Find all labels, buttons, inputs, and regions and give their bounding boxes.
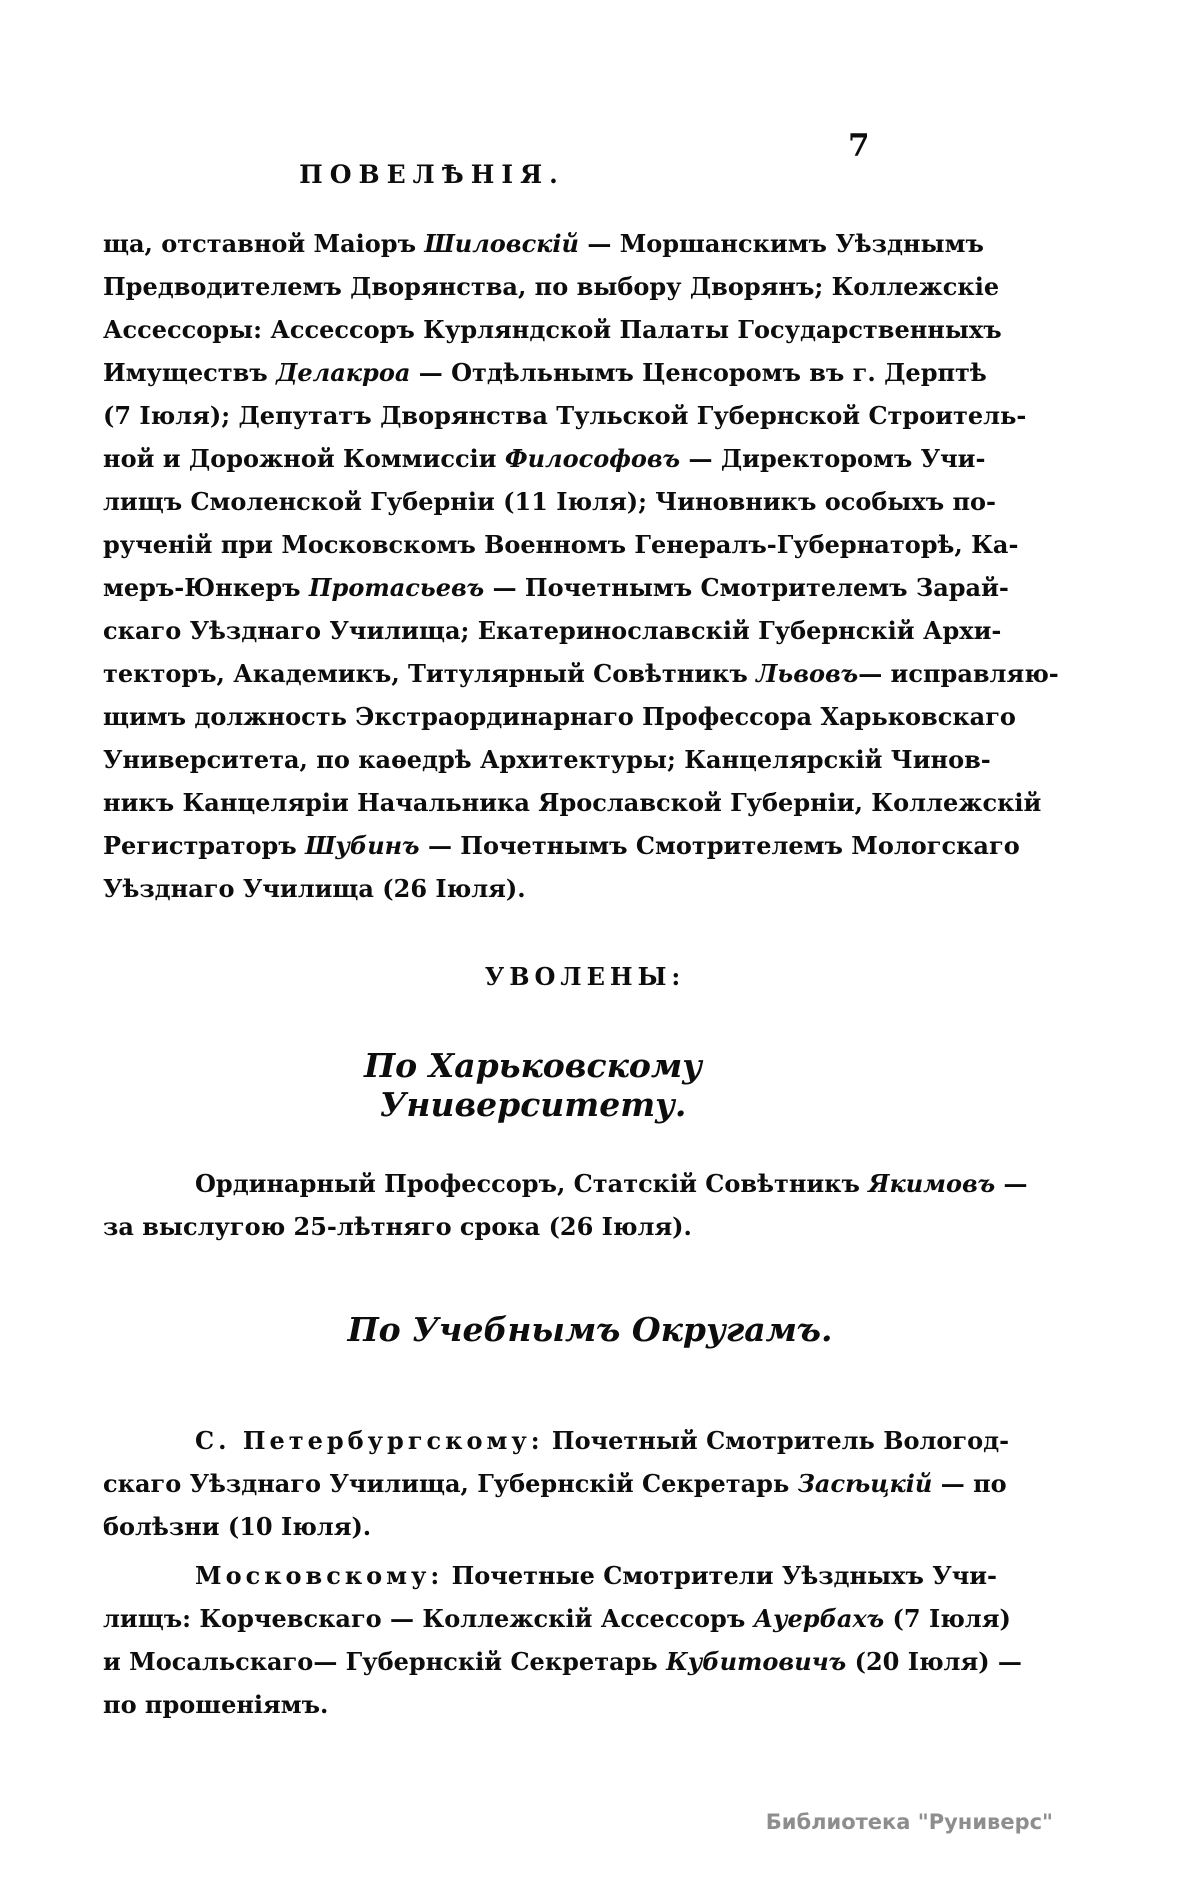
subsection-heading-school-districts: По Учебнымъ Округамъ.: [347, 1310, 833, 1349]
text-line: [103, 265, 1000, 308]
text-line: [103, 781, 1042, 824]
text-line: [103, 1554, 998, 1597]
text-segment: Уѣзднаго Училища (26 Іюля).: [103, 874, 526, 903]
text-line: [103, 437, 986, 480]
page-number: 7: [848, 128, 870, 164]
text-line: [103, 1462, 1007, 1505]
text-segment: за выслугою 25-лѣтняго срока (26 Іюля).: [103, 1212, 692, 1241]
text-segment: меръ-Юнкеръ: [103, 573, 309, 602]
person-name: Ауербахъ: [753, 1604, 885, 1633]
text-segment: Университета, по каѳедрѣ Архитектуры; Канцелярскій Чинов-: [103, 745, 991, 774]
text-line: [103, 1419, 1010, 1462]
text-segment: Ординарный Профессоръ, Статскій Совѣтникъ: [195, 1169, 869, 1198]
text-segment: текторъ, Академикъ, Титулярный Совѣтникъ: [103, 659, 757, 688]
text-line: [103, 1162, 1028, 1205]
text-segment: никъ Канцеляріи Начальника Ярославской Губерніи, Коллежскій: [103, 788, 1042, 817]
text-line: [103, 1640, 1022, 1683]
text-segment: — Почетнымъ Смотрителемъ Мологскаго: [419, 831, 1020, 860]
person-name: Протасьевъ: [308, 573, 485, 602]
paragraph-moscow-district: [103, 1554, 1022, 1726]
text-line: [103, 738, 991, 781]
text-segment: Ассессоры: Ассессоръ Курляндской Палаты Государственныхъ: [103, 315, 1002, 344]
text-segment: Почетные Смотрители Уѣздныхъ Учи-: [443, 1561, 998, 1590]
text-line: [103, 308, 1002, 351]
text-line: [103, 480, 997, 523]
text-segment: (7 Іюля); Депутатъ Дворянства Тульской Губернской Строитель-: [103, 401, 1027, 430]
subsection-heading-kharkov-university: По Харьковскому Университету.: [363, 1046, 703, 1124]
person-name: Кубитовичъ: [666, 1647, 847, 1676]
text-segment: ща, отставной Маіоръ: [103, 229, 425, 258]
text-line: [103, 867, 879, 910]
text-segment: скаго Уѣзднаго Училища, Губернскій Секретарь: [103, 1469, 798, 1498]
text-segment: ной и Дорожной Коммиссіи: [103, 444, 505, 473]
text-line: [103, 1505, 879, 1548]
text-segment: —: [995, 1169, 1028, 1198]
text-segment: лищъ Смоленской Губерніи (11 Іюля); Чиновникъ особыхъ по-: [103, 487, 997, 516]
text-segment: по прошеніямъ.: [103, 1690, 329, 1719]
text-line: [103, 1683, 879, 1726]
person-name: Шубинъ: [305, 831, 420, 860]
text-segment: (7 Іюля): [884, 1604, 1011, 1633]
paragraph-kharkov-university: [103, 1162, 1028, 1248]
text-segment: болѣзни (10 Іюля).: [103, 1512, 372, 1541]
text-segment: — Директоромъ Учи-: [680, 444, 986, 473]
person-name: Якимовъ: [868, 1169, 996, 1198]
page-header-title: ПОВЕЛѢНІЯ.: [299, 160, 565, 189]
person-name: Львовъ: [756, 659, 859, 688]
text-segment: и Мосальскаго— Губернскій Секретарь: [103, 1647, 667, 1676]
text-segment: С. Петербургскому:: [195, 1426, 544, 1455]
text-line: [103, 222, 984, 265]
text-segment: щимъ должность Экстраординарнаго Профессора Харьковскаго: [103, 702, 1016, 731]
text-line: [103, 609, 1002, 652]
text-line: [103, 351, 987, 394]
paragraph-petersburg-district: [103, 1419, 1010, 1548]
paragraph-appointments: [103, 222, 1059, 910]
text-segment: рученій при Московскомъ Военномъ Генералъ-Губернаторѣ, Ка-: [103, 530, 1019, 559]
text-segment: — Почетнымъ Смотрителемъ Зарай-: [484, 573, 1009, 602]
text-segment: лищъ: Корчевскаго — Коллежскій Ассессоръ: [103, 1604, 754, 1633]
text-line: [103, 523, 1019, 566]
text-segment: Предводителемъ Дворянства, по выбору Дворянъ; Коллежскіе: [103, 272, 1000, 301]
section-heading-uvoleny: УВОЛЕНЫ:: [484, 962, 686, 991]
text-line: [103, 1205, 879, 1248]
person-name: Философовъ: [504, 444, 681, 473]
person-name: Делакроа: [276, 358, 411, 387]
text-segment: Почетный Смотритель Вологод-: [543, 1426, 1010, 1455]
text-segment: — по: [932, 1469, 1007, 1498]
text-line: [103, 566, 1009, 609]
text-line: [103, 1597, 1011, 1640]
text-line: [103, 695, 1016, 738]
text-segment: Московскому:: [195, 1561, 444, 1590]
person-name: Шиловскій: [424, 229, 579, 258]
text-segment: (20 Іюля) —: [846, 1647, 1022, 1676]
text-segment: Имуществъ: [103, 358, 277, 387]
person-name: Засѣцкій: [797, 1469, 933, 1498]
text-segment: Регистраторъ: [103, 831, 306, 860]
text-segment: — Моршанскимъ Уѣзднымъ: [578, 229, 984, 258]
text-segment: скаго Уѣзднаго Училища; Екатеринославскій Губернскій Архи-: [103, 616, 1002, 645]
library-watermark: Библиотека "Руниверс": [765, 1810, 1053, 1834]
text-line: [103, 652, 1059, 695]
text-segment: — Отдѣльнымъ Ценсоромъ въ г. Дерптѣ: [410, 358, 987, 387]
text-line: [103, 394, 1027, 437]
text-segment: — исправляю-: [858, 659, 1059, 688]
text-line: [103, 824, 1020, 867]
